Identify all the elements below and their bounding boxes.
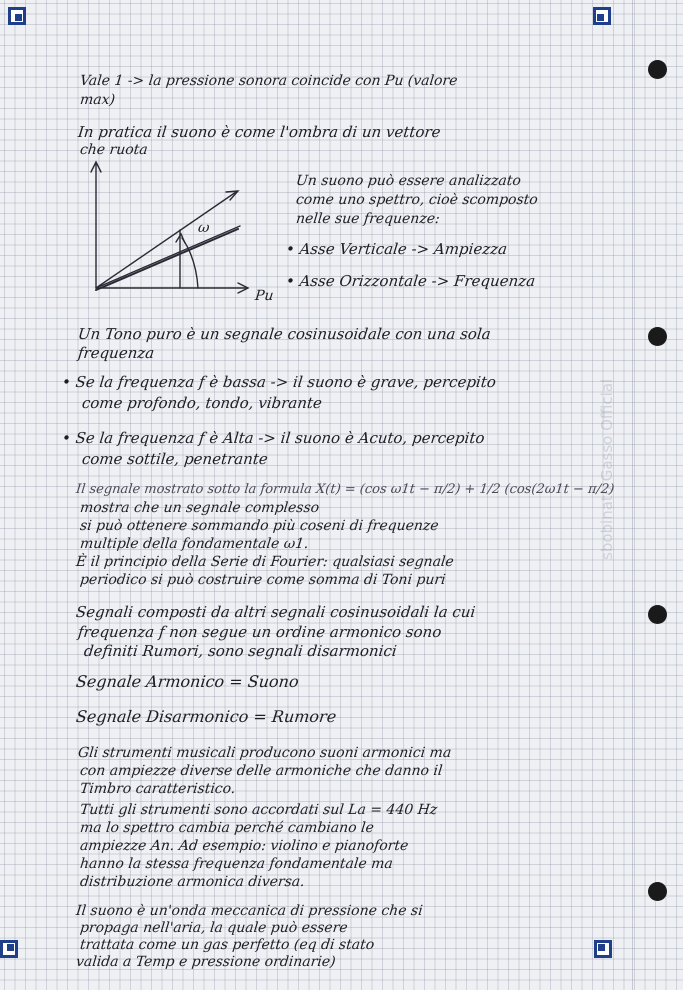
text-line-28: con ampiezze diverse delle armoniche che danno il [79, 763, 444, 779]
rotating-vector [96, 192, 236, 288]
text-line-12: • Se la frequenza f è bassa -> il suono è grave, percepito [61, 373, 497, 391]
text-line-21: periodico si può costruire come somma di Toni puri [79, 572, 447, 588]
text-line-10: Un Tono puro è un segnale cosinusoidale con una sola [77, 325, 492, 343]
binder-hole [648, 882, 667, 901]
text-line-4: che ruota [79, 142, 149, 158]
text-line-35: Il suono è un'onda meccanica di pressione che si [75, 903, 424, 919]
corner-marker-top-right [593, 7, 611, 25]
binder-hole [648, 605, 667, 624]
text-line-1: Vale 1 -> la pressione sonora coincide con Pu (valore [79, 73, 459, 89]
text-line-27: Gli strumenti musicali producono suoni armonici ma [77, 745, 453, 761]
text-line-14: • Se la frequenza f è Alta -> il suono è Acuto, percepito [61, 429, 486, 447]
text-line-29: Timbro caratteristico. [79, 781, 237, 797]
text-line-13: come profondo, tondo, vibrante [81, 394, 323, 412]
text-line-24: definiti Rumori, sono segnali disarmonici [83, 642, 398, 660]
text-line-33: hanno la stessa frequenza fondamentale ma [79, 856, 394, 872]
second-vector-thick [96, 229, 238, 290]
text-line-20: È il principio della Serie di Fourier: qualsiasi segnale [75, 554, 455, 570]
text-line-18: si può ottenere sommando più coseni di frequenze [79, 518, 440, 534]
text-line-30: Tutti gli strumenti sono accordati sul La = 440 Hz [79, 802, 439, 818]
text-line-25: Segnale Armonico = Suono [75, 672, 300, 691]
text-line-19: multiple della fondamentale ω1. [79, 536, 310, 552]
text-line-34: distribuzione armonica diversa. [79, 874, 306, 890]
text-line-38: valida a Temp e pressione ordinarie) [75, 954, 337, 970]
text-line-32: ampiezze An. Ad esempio: violino e pianoforte [79, 838, 410, 854]
text-line-9: • Asse Orizzontale -> Frequenza [285, 272, 537, 290]
axis-label: Pu [254, 288, 275, 304]
text-line-5: Un suono può essere analizzato [295, 173, 522, 189]
binder-hole [648, 60, 667, 79]
text-line-15: come sottile, penetrante [81, 450, 269, 468]
text-line-26: Segnale Disarmonico = Rumore [75, 707, 338, 726]
vector-graph [78, 150, 278, 300]
text-line-36: propaga nell'aria, la quale può essere [79, 920, 349, 936]
text-line-8: • Asse Verticale -> Ampiezza [285, 240, 509, 258]
vector-label: ω [197, 220, 211, 236]
corner-marker-bottom-right [594, 940, 612, 958]
corner-marker-top-left [8, 7, 26, 25]
second-vector [96, 226, 240, 288]
text-line-17: mostra che un segnale complesso [79, 500, 320, 516]
margin-line [632, 0, 633, 990]
text-line-6: come uno spettro, cioè scomposto [295, 192, 539, 208]
text-line-31: ma lo spettro cambia perché cambiano le [79, 820, 375, 836]
text-line-23: frequenza f non segue un ordine armonico sono [77, 623, 443, 641]
text-line-16: Il segnale mostrato sotto la formula X(t) = (cos ω1t − π/2) + 1/2 (cos(2ω1t − π/2) [75, 482, 616, 497]
text-line-2: max) [79, 92, 116, 108]
text-line-37: trattata come un gas perfetto (eq di stato [79, 937, 376, 953]
text-line-7: nelle sue frequenze: [295, 211, 441, 227]
corner-marker-bottom-left [0, 940, 18, 958]
text-line-11: frequenza [77, 344, 156, 362]
watermark: sbobinato Gasso Official [598, 378, 616, 560]
text-line-22: Segnali composti da altri segnali cosinusoidali la cui [75, 603, 477, 621]
binder-hole [648, 327, 667, 346]
text-line-3: In pratica il suono è come l'ombra di un vettore [77, 123, 442, 141]
